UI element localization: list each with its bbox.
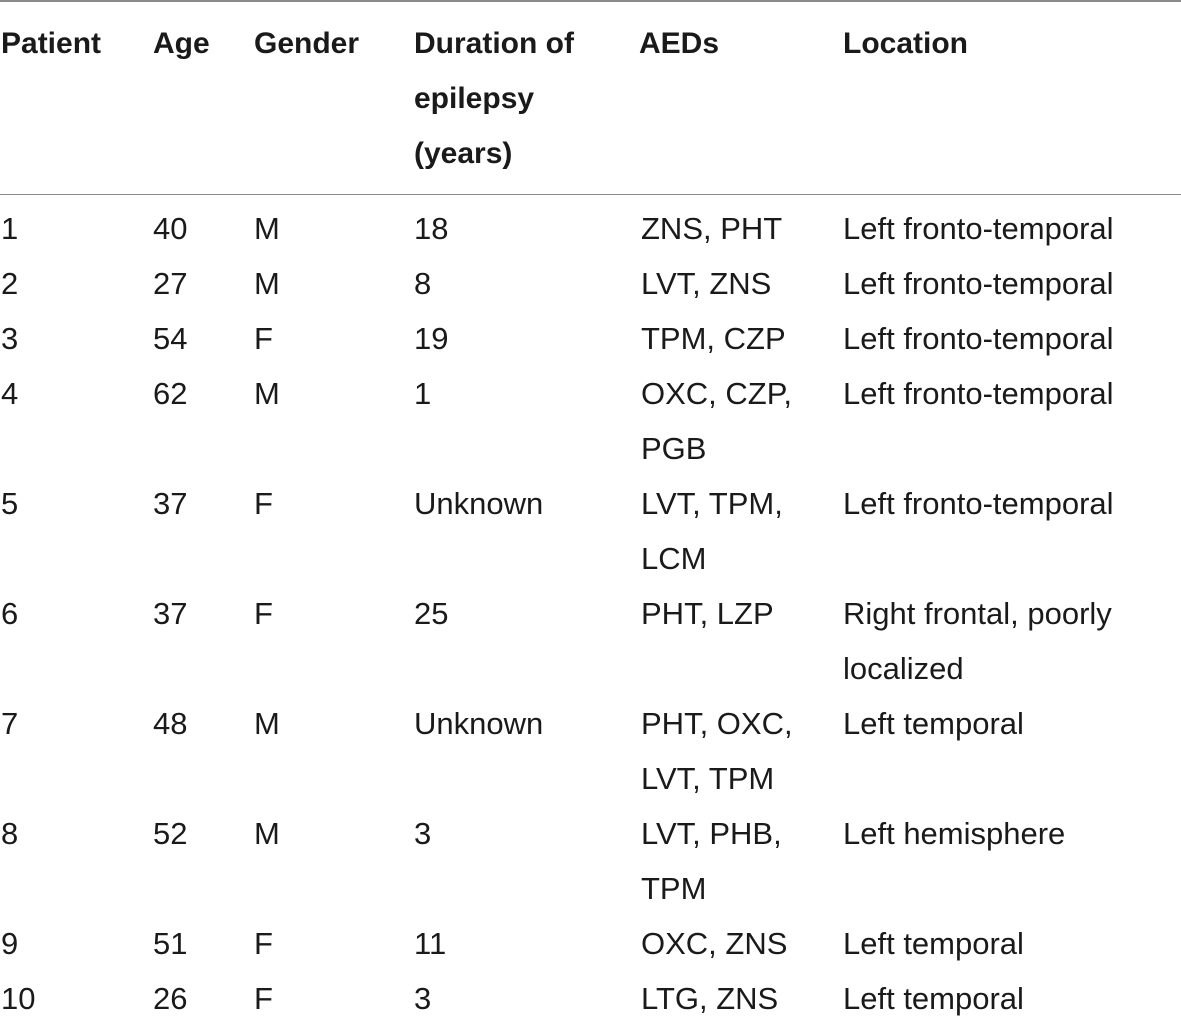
cell-age: 51 bbox=[153, 926, 188, 961]
cell-duration: 8 bbox=[414, 266, 432, 301]
cell-aeds-line1: LTG, ZNS bbox=[641, 981, 779, 1016]
cell-age: 37 bbox=[153, 486, 188, 521]
cell-duration: 3 bbox=[414, 981, 432, 1016]
header-age bbox=[153, 0, 254, 181]
cell-gender: M bbox=[254, 266, 280, 301]
cell-location bbox=[843, 476, 1181, 586]
cell-location-line1: Left temporal bbox=[843, 706, 1024, 741]
table-row bbox=[0, 476, 1181, 586]
header-location bbox=[843, 0, 1181, 181]
cell-gender: M bbox=[254, 376, 280, 411]
cell-location-line1: Left fronto-temporal bbox=[843, 266, 1114, 301]
cell-age: 26 bbox=[153, 981, 188, 1016]
cell-duration: Unknown bbox=[414, 706, 544, 741]
cell-aeds-line1: OXC, ZNS bbox=[641, 926, 788, 961]
cell-location-line2: localized bbox=[843, 651, 964, 686]
cell-aeds bbox=[639, 806, 843, 916]
table-row bbox=[0, 181, 1181, 256]
cell-age: 48 bbox=[153, 706, 188, 741]
cell-duration: 25 bbox=[414, 596, 449, 631]
cell-aeds bbox=[639, 256, 843, 311]
cell-duration: 19 bbox=[414, 321, 449, 356]
cell-patient: 2 bbox=[1, 266, 19, 301]
table-header bbox=[0, 0, 1181, 181]
cell-gender: M bbox=[254, 706, 280, 741]
header-aeds-label: AEDs bbox=[639, 27, 720, 60]
header-location-label: Location bbox=[843, 27, 968, 60]
cell-location bbox=[843, 366, 1181, 476]
header-age-label: Age bbox=[153, 27, 210, 60]
cell-location bbox=[843, 916, 1181, 971]
table-body bbox=[0, 181, 1181, 1026]
cell-duration: Unknown bbox=[414, 486, 544, 521]
cell-duration: 1 bbox=[414, 376, 432, 411]
cell-location bbox=[843, 806, 1181, 916]
cell-patient: 9 bbox=[1, 926, 19, 961]
cell-location bbox=[843, 696, 1181, 806]
cell-aeds bbox=[639, 366, 843, 476]
cell-gender: M bbox=[254, 816, 280, 851]
cell-patient: 4 bbox=[1, 376, 19, 411]
cell-age: 37 bbox=[153, 596, 188, 631]
cell-location-line1: Left temporal bbox=[843, 926, 1024, 961]
header-duration-line2: epilepsy bbox=[414, 82, 535, 115]
cell-age: 54 bbox=[153, 321, 188, 356]
cell-patient: 5 bbox=[1, 486, 19, 521]
table-row bbox=[0, 696, 1181, 806]
cell-patient: 8 bbox=[1, 816, 19, 851]
cell-gender: F bbox=[254, 321, 273, 356]
header-duration bbox=[414, 0, 639, 181]
cell-location bbox=[843, 586, 1181, 696]
cell-aeds-line1: LVT, ZNS bbox=[641, 266, 772, 301]
table-row bbox=[0, 256, 1181, 311]
cell-patient: 6 bbox=[1, 596, 19, 631]
header-aeds bbox=[639, 0, 843, 181]
cell-aeds bbox=[639, 181, 843, 256]
cell-location-line1: Left hemisphere bbox=[843, 816, 1066, 851]
table-row bbox=[0, 806, 1181, 916]
cell-gender: M bbox=[254, 211, 280, 246]
table-row bbox=[0, 311, 1181, 366]
cell-aeds-line2: PGB bbox=[641, 431, 707, 466]
cell-location bbox=[843, 256, 1181, 311]
cell-aeds bbox=[639, 311, 843, 366]
table-row bbox=[0, 366, 1181, 476]
header-patient-label: Patient bbox=[1, 27, 102, 60]
cell-age: 40 bbox=[153, 211, 188, 246]
cell-gender: F bbox=[254, 926, 273, 961]
cell-location bbox=[843, 181, 1181, 256]
cell-duration: 3 bbox=[414, 816, 432, 851]
cell-location-line1: Left fronto-temporal bbox=[843, 376, 1114, 411]
header-duration-line1: Duration of bbox=[414, 27, 574, 60]
header-patient bbox=[0, 0, 153, 181]
cell-age: 52 bbox=[153, 816, 188, 851]
cell-aeds-line1: ZNS, PHT bbox=[641, 211, 783, 246]
cell-aeds bbox=[639, 586, 843, 696]
cell-aeds-line1: LVT, PHB, bbox=[641, 816, 782, 851]
cell-aeds-line2: LVT, TPM bbox=[641, 761, 775, 796]
header-gender bbox=[254, 0, 414, 181]
cell-aeds-line1: PHT, LZP bbox=[641, 596, 774, 631]
cell-location bbox=[843, 971, 1181, 1026]
cell-location-line1: Left temporal bbox=[843, 981, 1024, 1016]
cell-location-line1: Left fronto-temporal bbox=[843, 486, 1114, 521]
header-row bbox=[0, 0, 1181, 181]
table-row bbox=[0, 916, 1181, 971]
cell-aeds-line1: PHT, OXC, bbox=[641, 706, 793, 741]
cell-location-line1: Left fronto-temporal bbox=[843, 211, 1114, 246]
cell-location bbox=[843, 311, 1181, 366]
cell-aeds bbox=[639, 971, 843, 1026]
cell-duration: 11 bbox=[414, 926, 447, 961]
cell-aeds-line1: TPM, CZP bbox=[641, 321, 786, 356]
header-gender-label: Gender bbox=[254, 27, 360, 60]
cell-patient: 7 bbox=[1, 706, 19, 741]
cell-location-line1: Right frontal, poorly bbox=[843, 596, 1112, 631]
cell-aeds-line1: OXC, CZP, bbox=[641, 376, 793, 411]
cell-patient: 1 bbox=[1, 211, 19, 246]
cell-duration: 18 bbox=[414, 211, 449, 246]
cell-patient: 10 bbox=[1, 981, 36, 1016]
cell-gender: F bbox=[254, 486, 273, 521]
cell-gender: F bbox=[254, 981, 273, 1016]
cell-aeds bbox=[639, 696, 843, 806]
cell-gender: F bbox=[254, 596, 273, 631]
cell-aeds-line2: LCM bbox=[641, 541, 707, 576]
cell-location-line1: Left fronto-temporal bbox=[843, 321, 1114, 356]
header-duration-line3: (years) bbox=[414, 137, 513, 170]
cell-aeds bbox=[639, 916, 843, 971]
table-row bbox=[0, 586, 1181, 696]
cell-aeds bbox=[639, 476, 843, 586]
cell-patient: 3 bbox=[1, 321, 19, 356]
cell-aeds-line2: TPM bbox=[641, 871, 707, 906]
cell-age: 27 bbox=[153, 266, 188, 301]
table-row bbox=[0, 971, 1181, 1026]
cell-aeds-line1: LVT, TPM, bbox=[641, 486, 783, 521]
cell-age: 62 bbox=[153, 376, 188, 411]
